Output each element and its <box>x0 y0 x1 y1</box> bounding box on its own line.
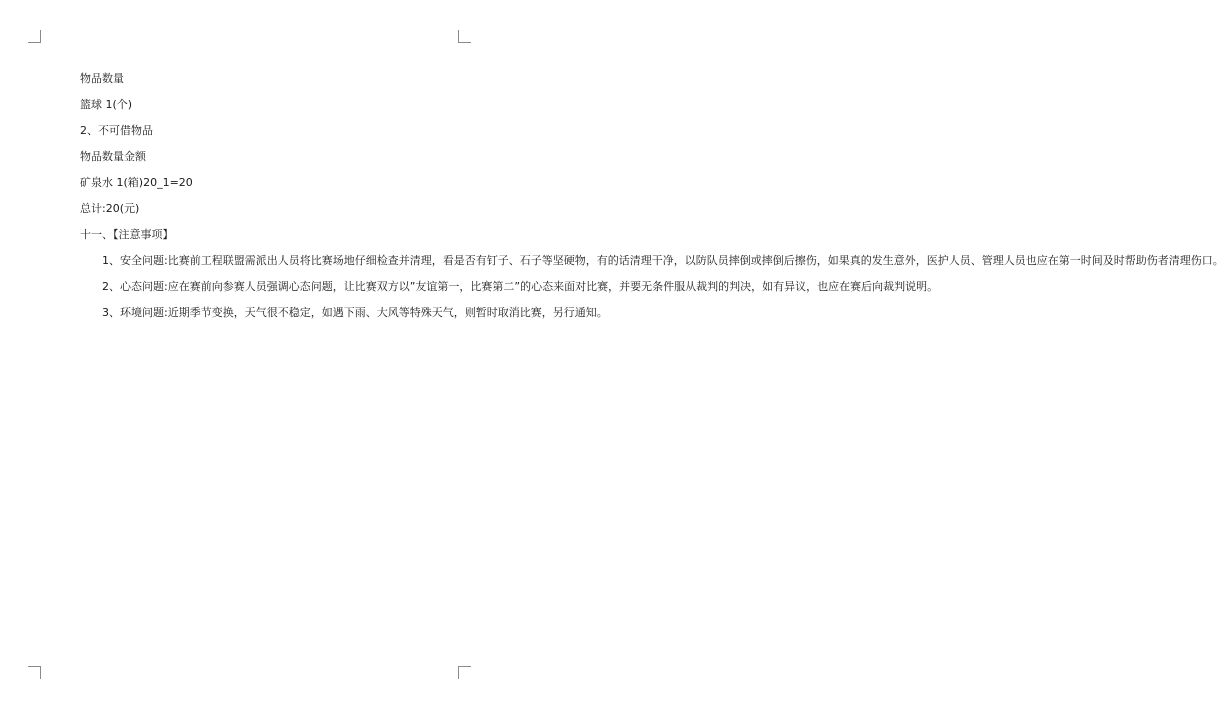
crop-mark-bottom-right <box>458 666 471 679</box>
section-notes-heading: 十一、【注意事项】 <box>80 228 174 241</box>
paragraph-environment: 3、环境问题:近期季节变换，天气很不稳定，如遇下雨、大风等特殊天气，则暂时取消比赛，另行通知。 <box>102 306 608 319</box>
paragraph-mindset: 2、心态问题:应在赛前向参赛人员强调心态问题，让比赛双方以”友谊第一，比赛第二”的心态来面对比赛，并要无条件服从裁判的判决，如有异议，也应在赛后向裁判说明。 <box>102 280 939 293</box>
line-item-quantity-header: 物品数量 <box>80 72 124 85</box>
crop-mark-bottom-left <box>28 666 41 679</box>
section-not-borrowable: 2、不可借物品 <box>80 124 153 137</box>
line-item-quantity-amount-header: 物品数量金额 <box>80 150 146 163</box>
document-body <box>80 66 1224 326</box>
line-item-mineral-water: 矿泉水 1(箱)20_1=20 <box>80 176 193 189</box>
crop-mark-top-right <box>458 30 471 43</box>
crop-mark-top-left <box>28 30 41 43</box>
line-item-basketball: 篮球 1(个) <box>80 98 133 111</box>
paragraph-safety: 1、安全问题:比赛前工程联盟需派出人员将比赛场地仔细检查并清理，看是否有钉子、石子等坚硬物，有的话清理干净，以防队员摔倒或摔倒后擦伤，如果真的发生意外，医护人员、管理人员也应在第一时间及时帮助伤者清理伤口。 <box>102 254 1224 267</box>
line-item-total: 总计:20(元) <box>80 202 140 215</box>
